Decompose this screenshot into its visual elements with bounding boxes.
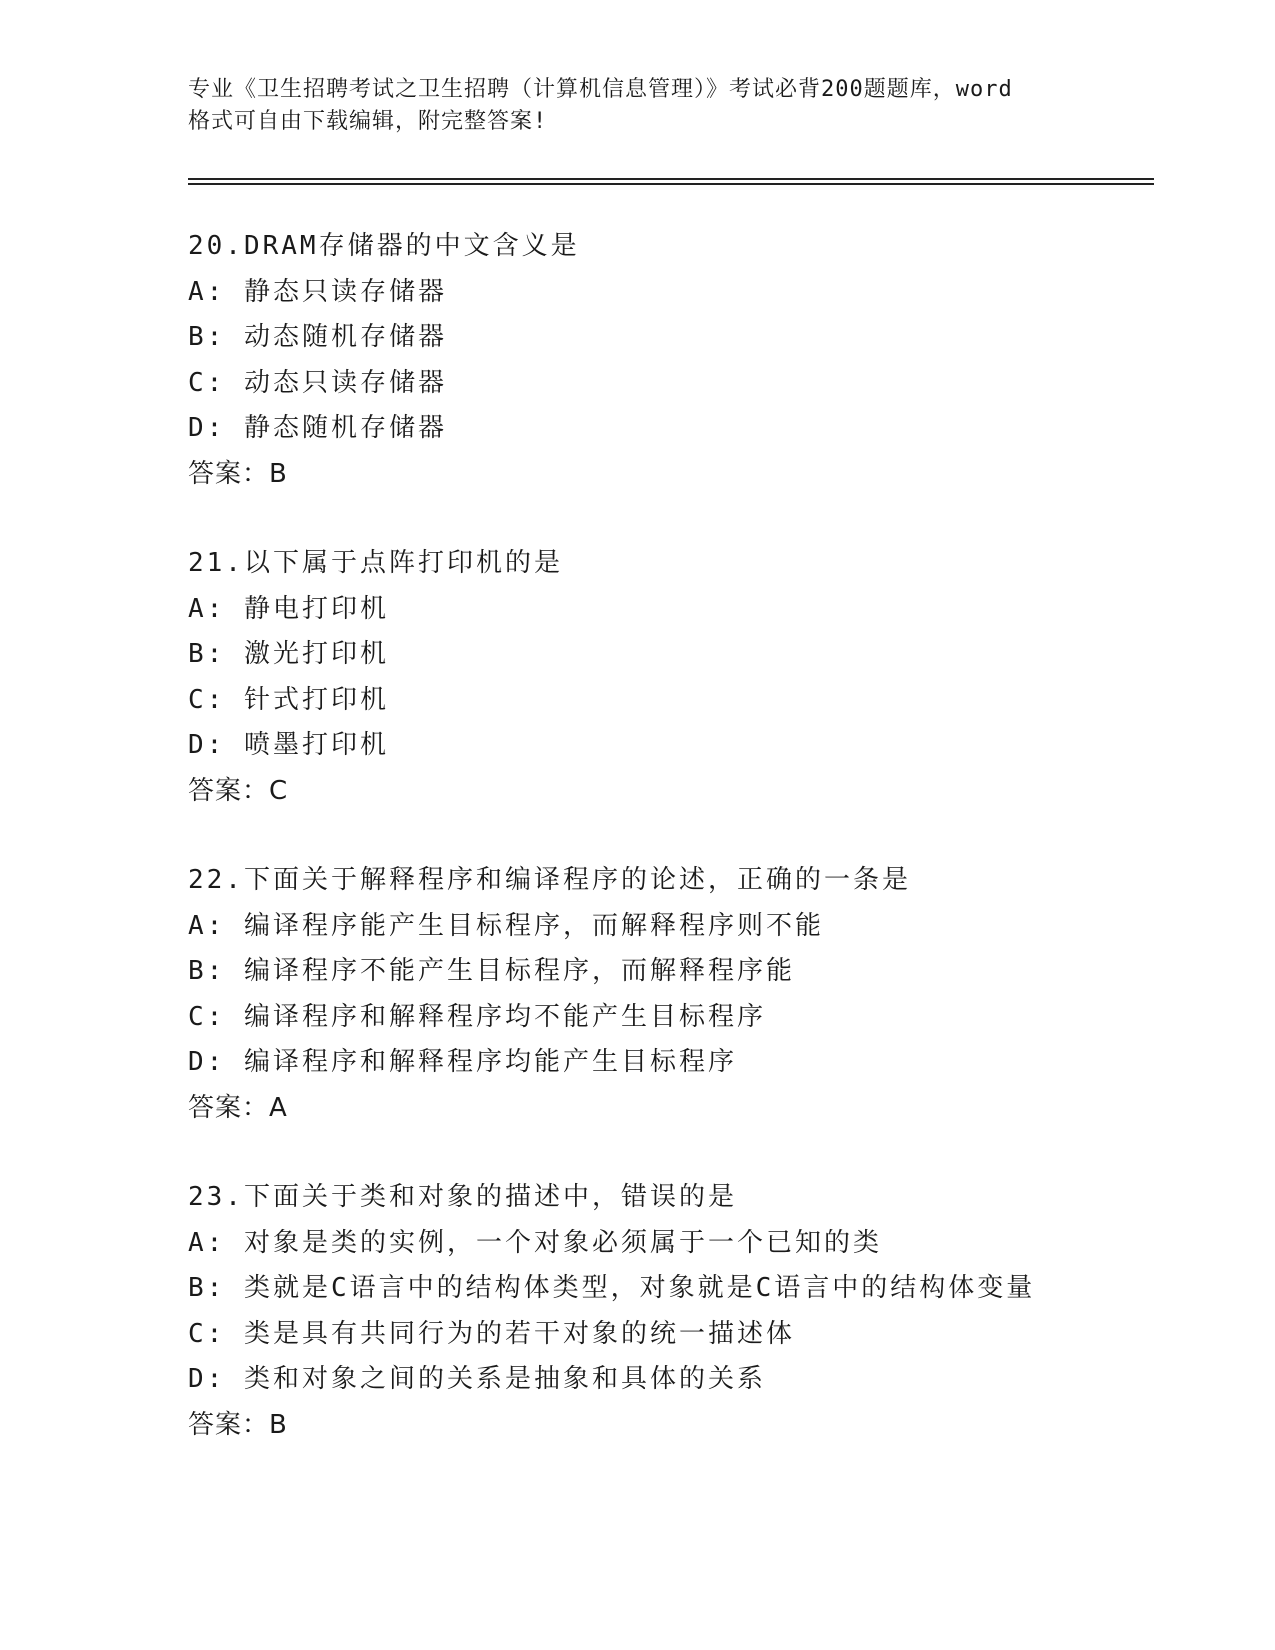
question-stem: 22.下面关于解释程序和编译程序的论述，正确的一条是	[188, 865, 911, 895]
option-c: C: 动态只读存储器	[188, 367, 447, 398]
option-c: C: 类是具有共同行为的若干对象的统一描述体	[188, 1318, 795, 1349]
option-a: A: 静态只读存储器	[188, 276, 447, 307]
answer-line: 答案：C	[188, 775, 289, 806]
option-c: C: 编译程序和解释程序均不能产生目标程序	[188, 1001, 766, 1032]
question-stem: 21.以下属于点阵打印机的是	[188, 548, 563, 578]
question-stem: 23.下面关于类和对象的描述中，错误的是	[188, 1182, 737, 1212]
option-a: A: 对象是类的实例，一个对象必须属于一个已知的类	[188, 1227, 882, 1258]
option-a: A: 编译程序能产生目标程序，而解释程序则不能	[188, 910, 824, 941]
option-b: B: 编译程序不能产生目标程序，而解释程序能	[188, 956, 795, 986]
option-d: D: 类和对象之间的关系是抽象和具体的关系	[188, 1364, 766, 1394]
question-stem: 20.DRAM存储器的中文含义是	[188, 231, 580, 261]
question-block	[188, 1175, 1168, 1448]
question-block	[188, 858, 1168, 1131]
option-c: C: 针式打印机	[188, 684, 389, 715]
option-d: D: 喷墨打印机	[188, 730, 389, 760]
answer-line: 答案：B	[188, 458, 288, 489]
question-block	[188, 224, 1168, 497]
header-line-2: 格式可自由下载编辑，附完整答案!	[188, 109, 548, 134]
document-header	[188, 74, 1088, 138]
option-b: B: 类就是C语言中的结构体类型，对象就是C语言中的结构体变量	[188, 1273, 1036, 1303]
option-d: D: 编译程序和解释程序均能产生目标程序	[188, 1047, 737, 1077]
option-d: D: 静态随机存储器	[188, 413, 447, 443]
answer-line: 答案：A	[188, 1092, 288, 1123]
header-divider-top	[188, 178, 1154, 180]
header-line-1: 专业《卫生招聘考试之卫生招聘（计算机信息管理）》考试必背200题题库，word	[188, 77, 1013, 102]
option-b: B: 动态随机存储器	[188, 322, 447, 352]
answer-line: 答案：B	[188, 1409, 288, 1440]
question-block	[188, 541, 1168, 814]
option-a: A: 静电打印机	[188, 593, 389, 624]
option-b: B: 激光打印机	[188, 639, 389, 669]
header-divider-bottom	[188, 183, 1154, 185]
